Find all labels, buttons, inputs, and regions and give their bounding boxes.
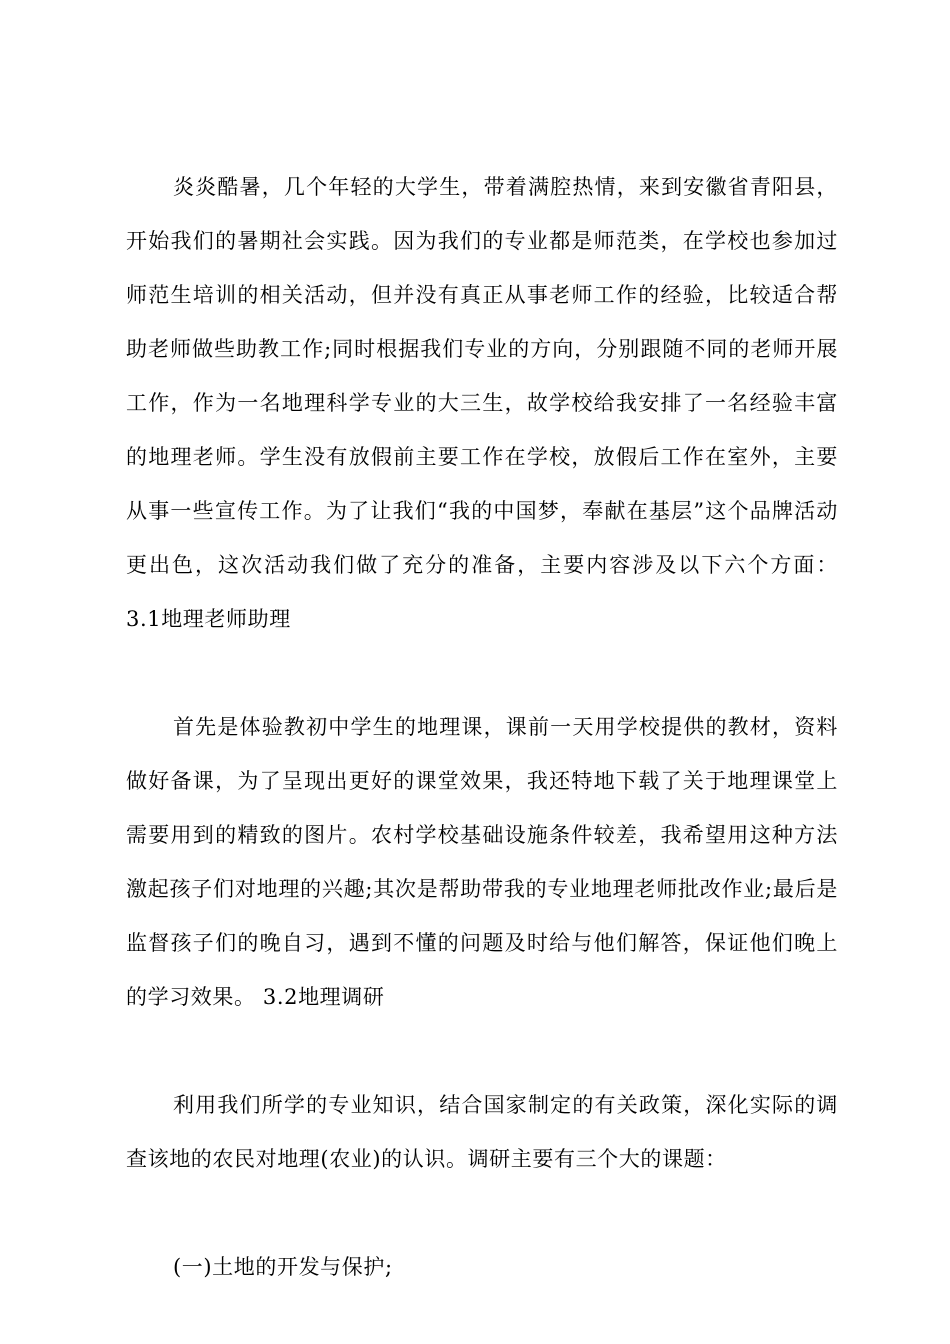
document-body (126, 160, 838, 1294)
paragraph-topic-one: (一)土地的开发与保护; (173, 1255, 393, 1279)
paragraph-geography-assistant: 首先是体验教初中学生的地理课，课前一天用学校提供的教材，资料做好备课，为了呈现出更好的课堂效果，我还特地下载了关于地理课堂上需要用到的精致的图片。农村学校基础设施条件较差，我希望用这种方法激起孩子们对地理的兴趣;其次是帮助带我的专业地理老师批改作业;最后是监督孩子们的晚自习，遇到不懂的问题及时给与他们解答，保证他们晚上的学习效果。 3.2地理调研 (126, 715, 838, 1009)
paragraph-intro: 炎炎酷暑，几个年轻的大学生，带着满腔热情，来到安徽省青阳县，开始我们的暑期社会实践。因为我们的专业都是师范类，在学校也参加过师范生培训的相关活动，但并没有真正从事老师工作的经验，比较适合帮助老师做些助教工作;同时根据我们专业的方向，分别跟随不同的老师开展工作，作为一名地理科学专业的大三生，故学校给我安排了一名经验丰富的地理老师。学生没有放假前主要工作在学校，放假后工作在室外，主要从事一些宣传工作。为了让我们“我的中国梦，奉献在基层”这个品牌活动更出色，这次活动我们做了充分的准备，主要内容涉及以下六个方面： 3.1地理老师助理 (126, 175, 838, 631)
paragraph-geography-research: 利用我们所学的专业知识，结合国家制定的有关政策，深化实际的调查该地的农民对地理(农业)的认识。调研主要有三个大的课题： (126, 1093, 838, 1171)
